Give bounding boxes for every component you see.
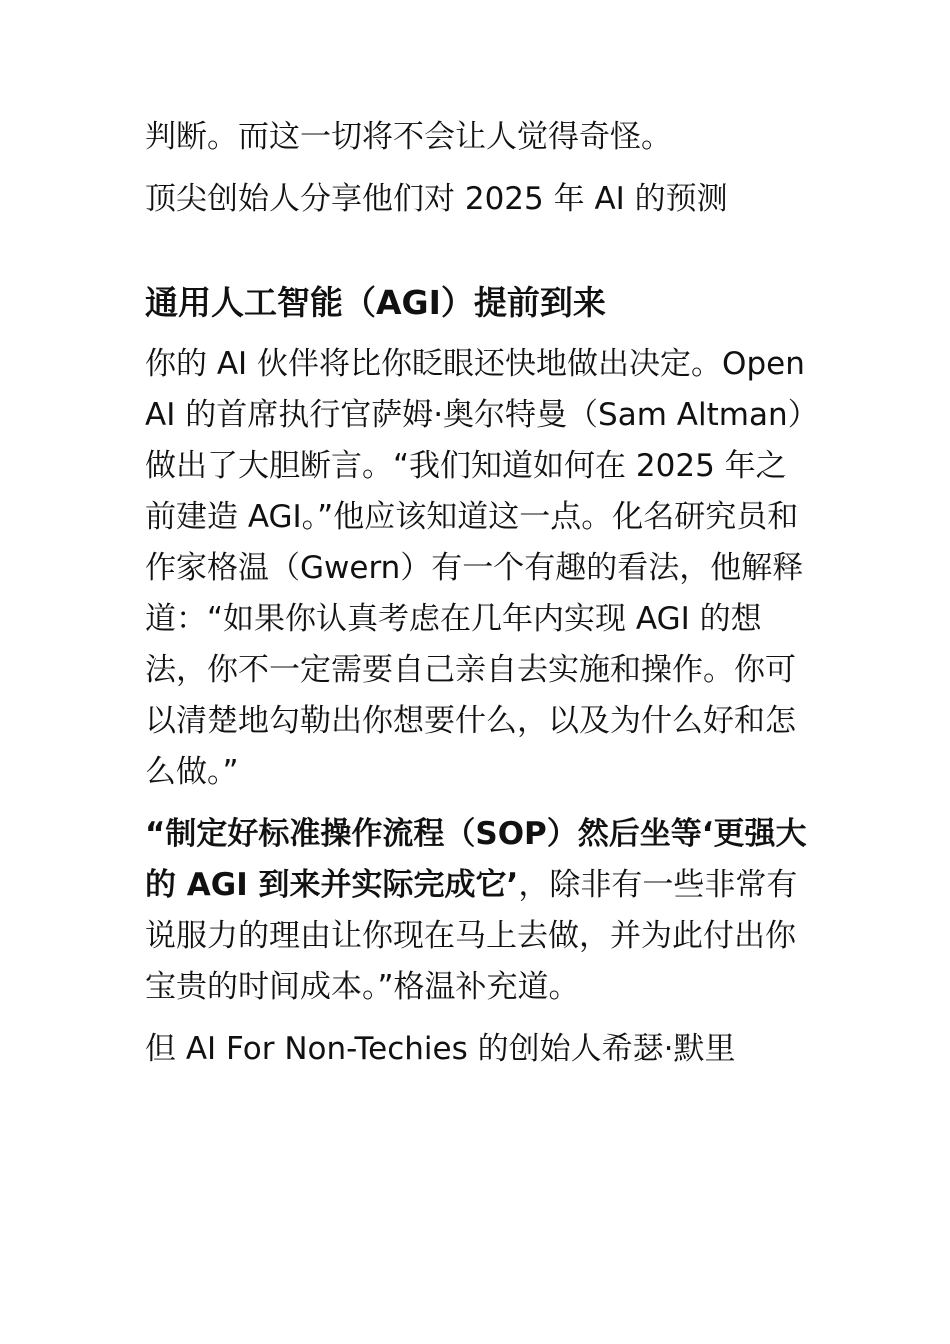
paragraph-final: 但 AI For Non-Techies 的创始人希瑟·默里: [145, 1031, 736, 1067]
paragraph-intro-tail: 判断。而这一切将不会让人觉得奇怪。: [145, 119, 672, 155]
gwern-quote-bold: “制定好标准操作流程（SOP）然后坐等‘更强大的 AGI 到来并实际完成它’: [145, 816, 807, 903]
section-heading: 通用人工智能（AGI）提前到来: [145, 283, 606, 322]
gwern-quote-rest: ，除非有一些非常有说服力的理由让你现在马上去做，并为此付出你宝贵的时间成本。”格温补充道。: [145, 867, 798, 1005]
paragraph-gwern: [145, 809, 807, 1013]
article-body: [145, 112, 807, 1075]
related-article-line: 顶尖创始人分享他们对 2025 年 AI 的预测: [145, 181, 728, 217]
paragraph-altman: 你的 AI 伙伴将比你眨眼还快地做出决定。OpenAI 的首席执行官萨姆·奥尔特曼（Sam Altman）做出了大胆断言。“我们知道如何在 2025 年之前建造 AGI。”他应该知道这一点。化名研究员和作家格温（Gwern）有一个有趣的看法，他解释道：“如果你认真考虑在几年内实现 AGI 的想法，你不一定需要自己亲自去实施和操作。你可以清楚地勾勒出你想要什么，以及为什么好和怎么做。”: [145, 346, 805, 790]
